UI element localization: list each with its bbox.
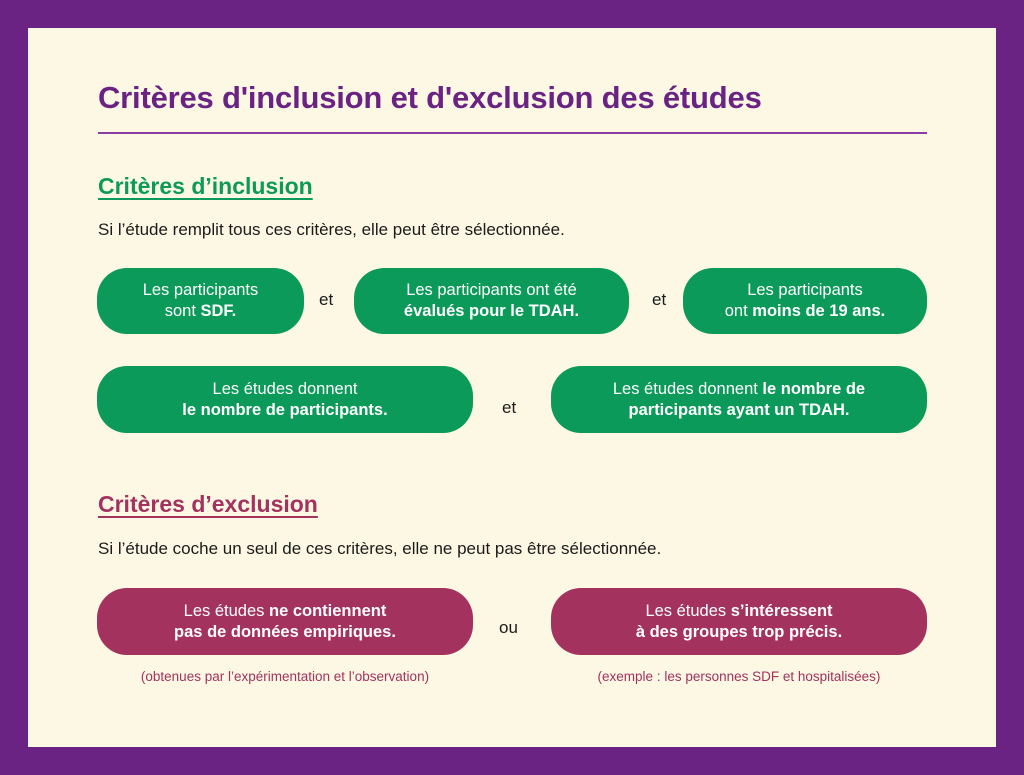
page-title: Critères d'inclusion et d'exclusion des études <box>98 80 762 115</box>
exclusion-heading: Critères d’exclusion <box>98 491 318 517</box>
exclusion-criterion-too-specific-groups: Les études s’intéressent à des groupes trop précis. <box>551 588 927 655</box>
exclusion-note-empirical: (obtenues par l’expérimentation et l’observation) <box>140 669 430 684</box>
inclusion-criterion-under-19: Les participants ont moins de 19 ans. <box>683 268 927 334</box>
title-divider <box>98 132 927 134</box>
connector-and: et <box>319 290 334 309</box>
exclusion-description: Si l’étude coche un seul de ces critères, elle ne peut pas être sélectionnée. <box>98 539 662 558</box>
inclusion-description: Si l’étude remplit tous ces critères, elle peut être sélectionnée. <box>98 220 565 239</box>
inclusion-criterion-adhd-assessed: Les participants ont été évalués pour le TDAH. <box>354 268 629 334</box>
exclusion-note-example: (exemple : les personnes SDF et hospitalisées) <box>597 669 881 684</box>
inclusion-criterion-homeless: Les participants sont SDF. <box>97 268 304 334</box>
infographic-panel <box>28 28 996 747</box>
connector-and: et <box>502 398 517 417</box>
connector-and: et <box>652 290 667 309</box>
exclusion-criterion-no-empirical-data: Les études ne contiennent pas de données empiriques. <box>97 588 473 655</box>
inclusion-criterion-participant-count: Les études donnent le nombre de participants. <box>97 366 473 433</box>
inclusion-heading: Critères d’inclusion <box>98 173 313 199</box>
inclusion-criterion-adhd-count: Les études donnent le nombre de participants ayant un TDAH. <box>551 366 927 433</box>
connector-or: ou <box>499 618 518 637</box>
